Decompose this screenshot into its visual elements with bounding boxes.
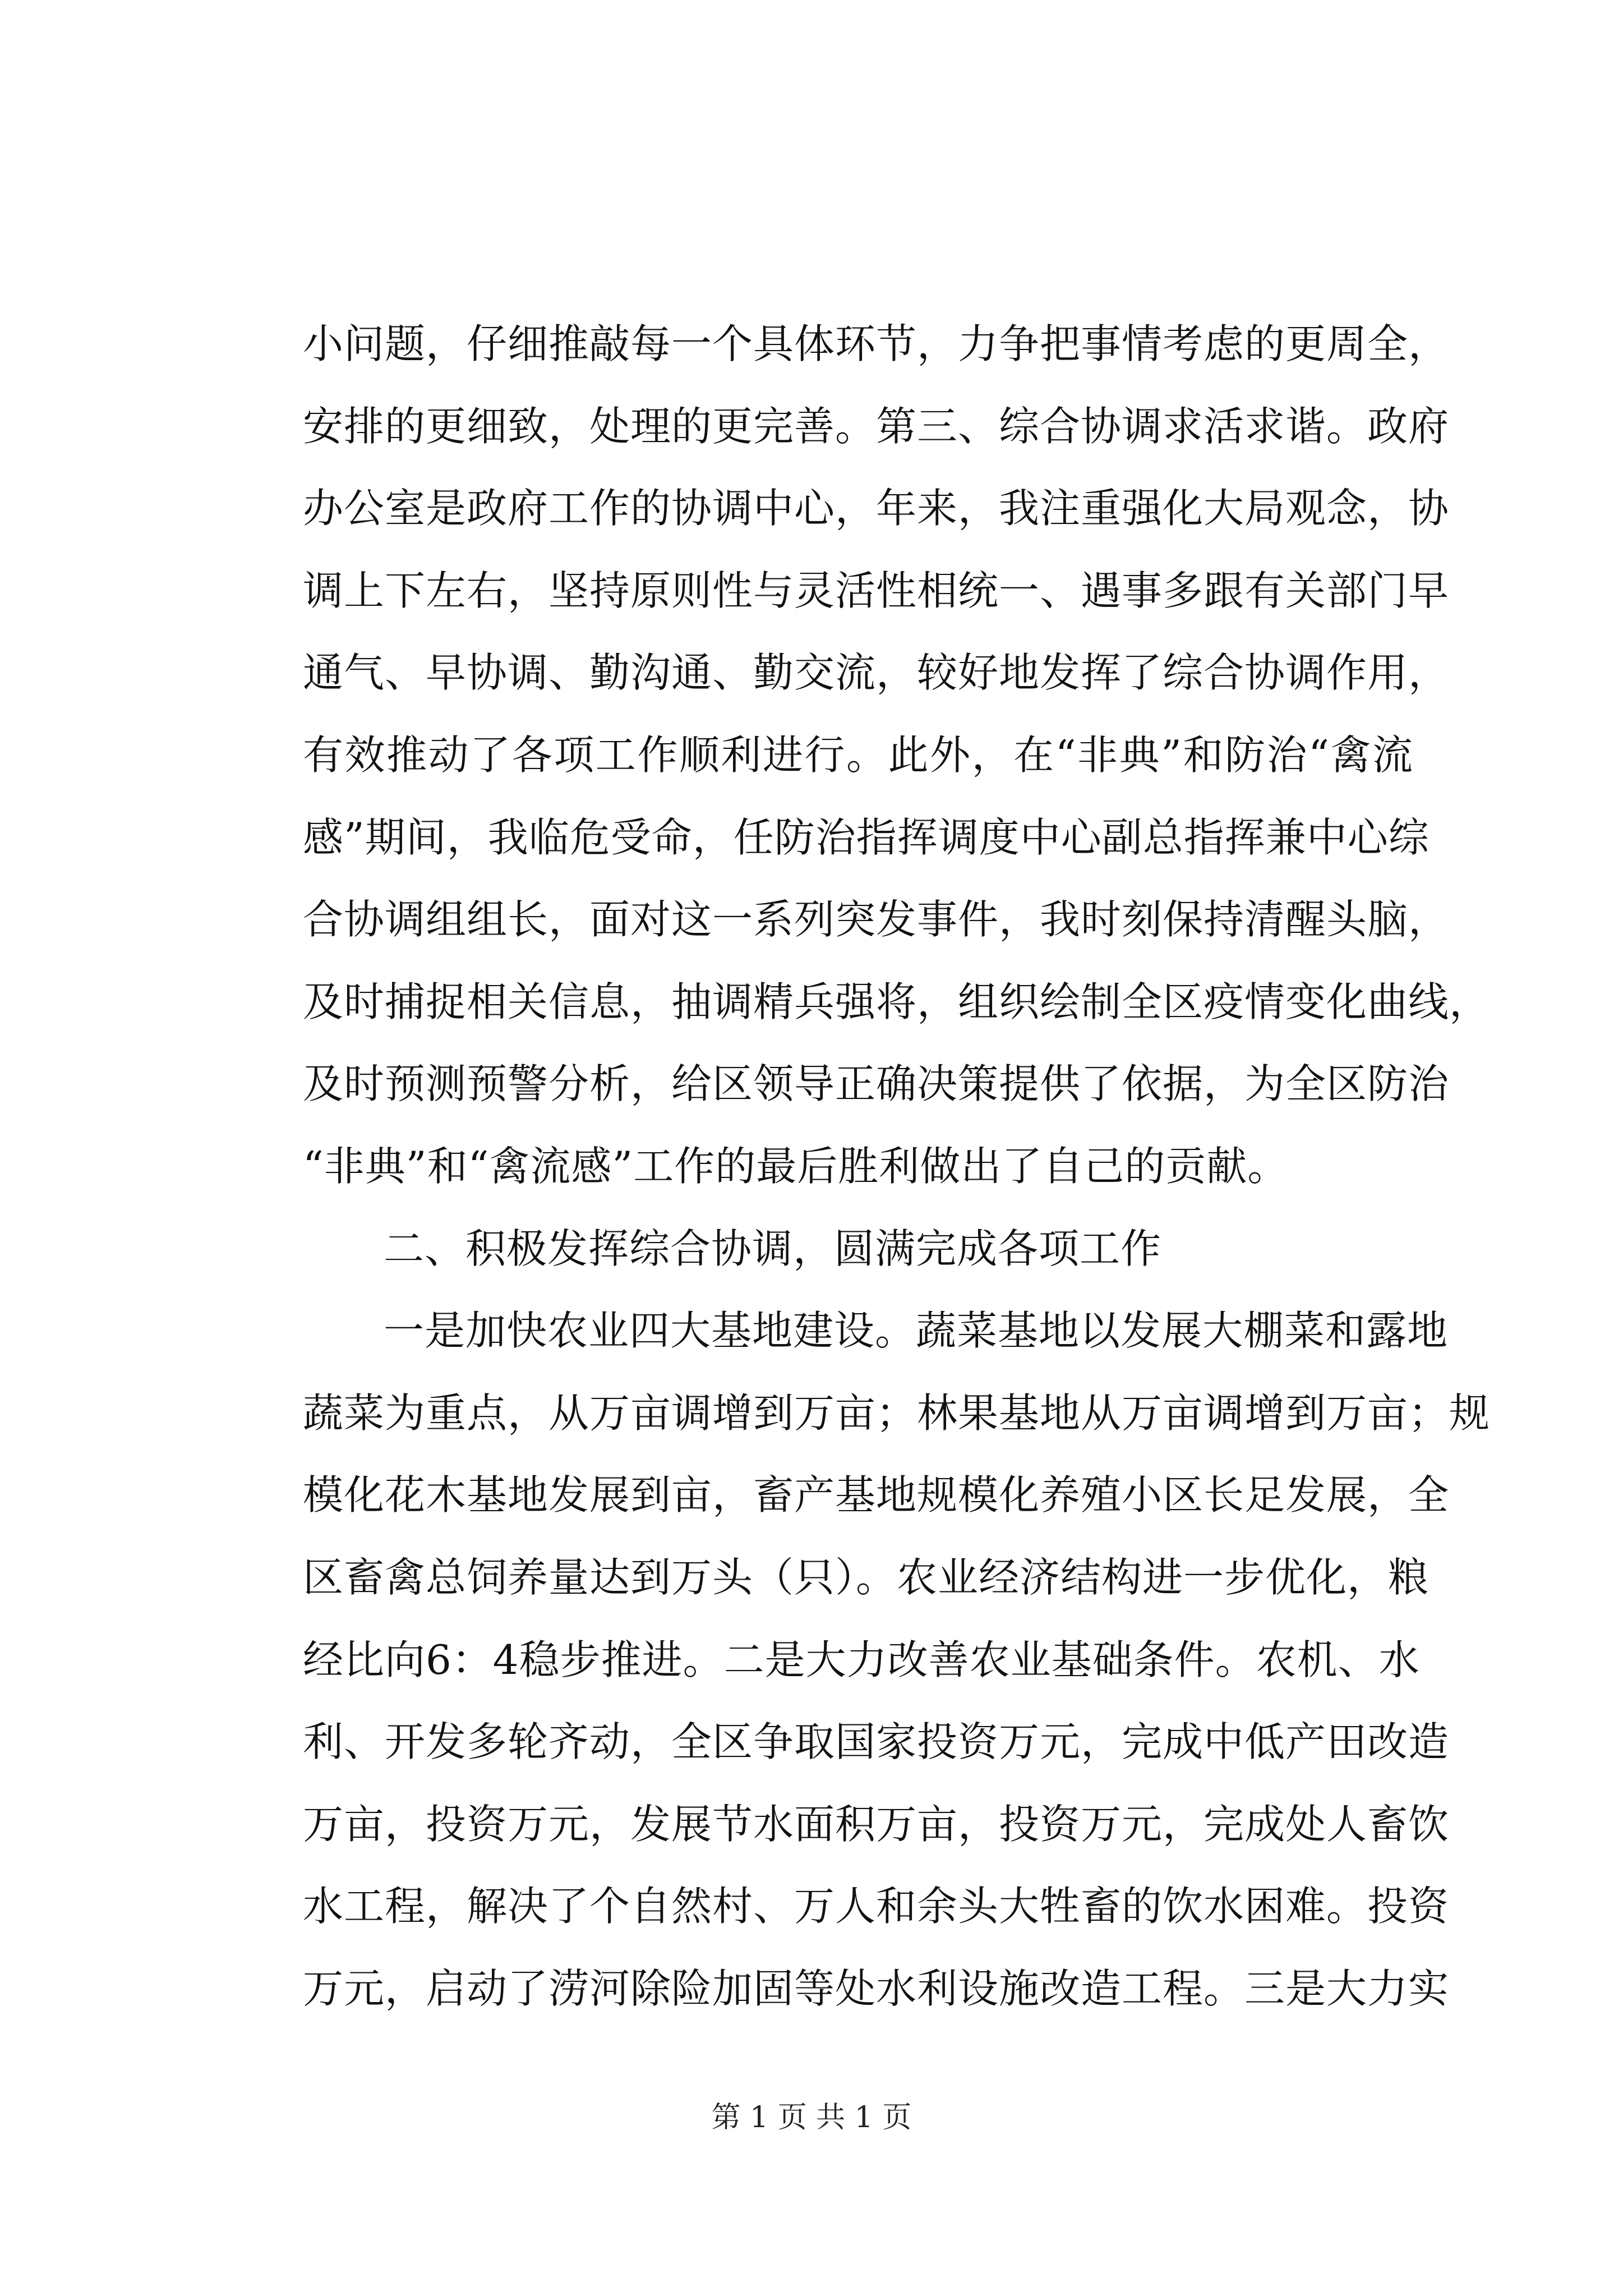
text-line: 有效推动了各项工作顺利进行。此外，在“非典”和防治“禽流 <box>303 731 1413 779</box>
text-line: 万元，启动了涝河除险加固等处水利设施改造工程。三是大力实 <box>303 1964 1450 2012</box>
text-line: 调上下左右，坚持原则性与灵活性相统一、遇事多跟有关部门早 <box>303 567 1450 614</box>
text-line: 万亩，投资万元，发展节水面积万亩，投资万元，完成处人畜饮 <box>303 1800 1450 1848</box>
text-line: 小问题，仔细推敲每一个具体环节，力争把事情考虑的更周全， <box>303 320 1450 367</box>
document-body <box>303 303 1491 2030</box>
text-line: 经比向6：4稳步推进。二是大力改善农业基础条件。农机、水 <box>303 1636 1420 1683</box>
text-line: 区畜禽总饲养量达到万头（只）。农业经济结构进一步优化，粮 <box>303 1553 1430 1601</box>
text-line: 通气、早协调、勤沟通、勤交流，较好地发挥了综合协调作用， <box>303 649 1450 697</box>
page-indicator: 第 1 页 共 1 页 <box>711 2101 912 2134</box>
page-footer <box>0 2098 1623 2137</box>
text-line: 感”期间，我临危受命，任防治指挥调度中心副总指挥兼中心综 <box>303 813 1430 861</box>
text-line: 合协调组组长，面对这一系列突发事件，我时刻保持清醒头脑， <box>303 896 1450 944</box>
text-line: 一是加快农业四大基地建设。蔬菜基地以发展大棚菜和露地 <box>384 1307 1449 1355</box>
text-line: 模化花木基地发展到亩，畜产基地规模化养殖小区长足发展，全 <box>303 1471 1450 1519</box>
text-line: 水工程，解决了个自然村、万人和余头大牲畜的饮水困难。投资 <box>303 1883 1450 1930</box>
section-heading: 二、积极发挥综合协调，圆满完成各项工作 <box>384 1225 1162 1272</box>
text-line: “非典”和“禽流感”工作的最后胜利做出了自己的贡献。 <box>303 1142 1289 1190</box>
text-line: 安排的更细致，处理的更完善。第三、综合协调求活求谐。政府 <box>303 402 1450 450</box>
text-line: 蔬菜为重点，从万亩调增到万亩；林果基地从万亩调增到万亩；规 <box>303 1389 1491 1437</box>
text-line: 及时预测预警分析，给区领导正确决策提供了依据，为全区防治 <box>303 1060 1450 1108</box>
text-line: 利、开发多轮齐动，全区争取国家投资万元，完成中低产田改造 <box>303 1718 1450 1766</box>
text-line: 办公室是政府工作的协调中心，年来，我注重强化大局观念，协 <box>303 485 1450 532</box>
text-line: 及时捕捉相关信息，抽调精兵强将，组织绘制全区疫情变化曲线， <box>303 978 1491 1025</box>
